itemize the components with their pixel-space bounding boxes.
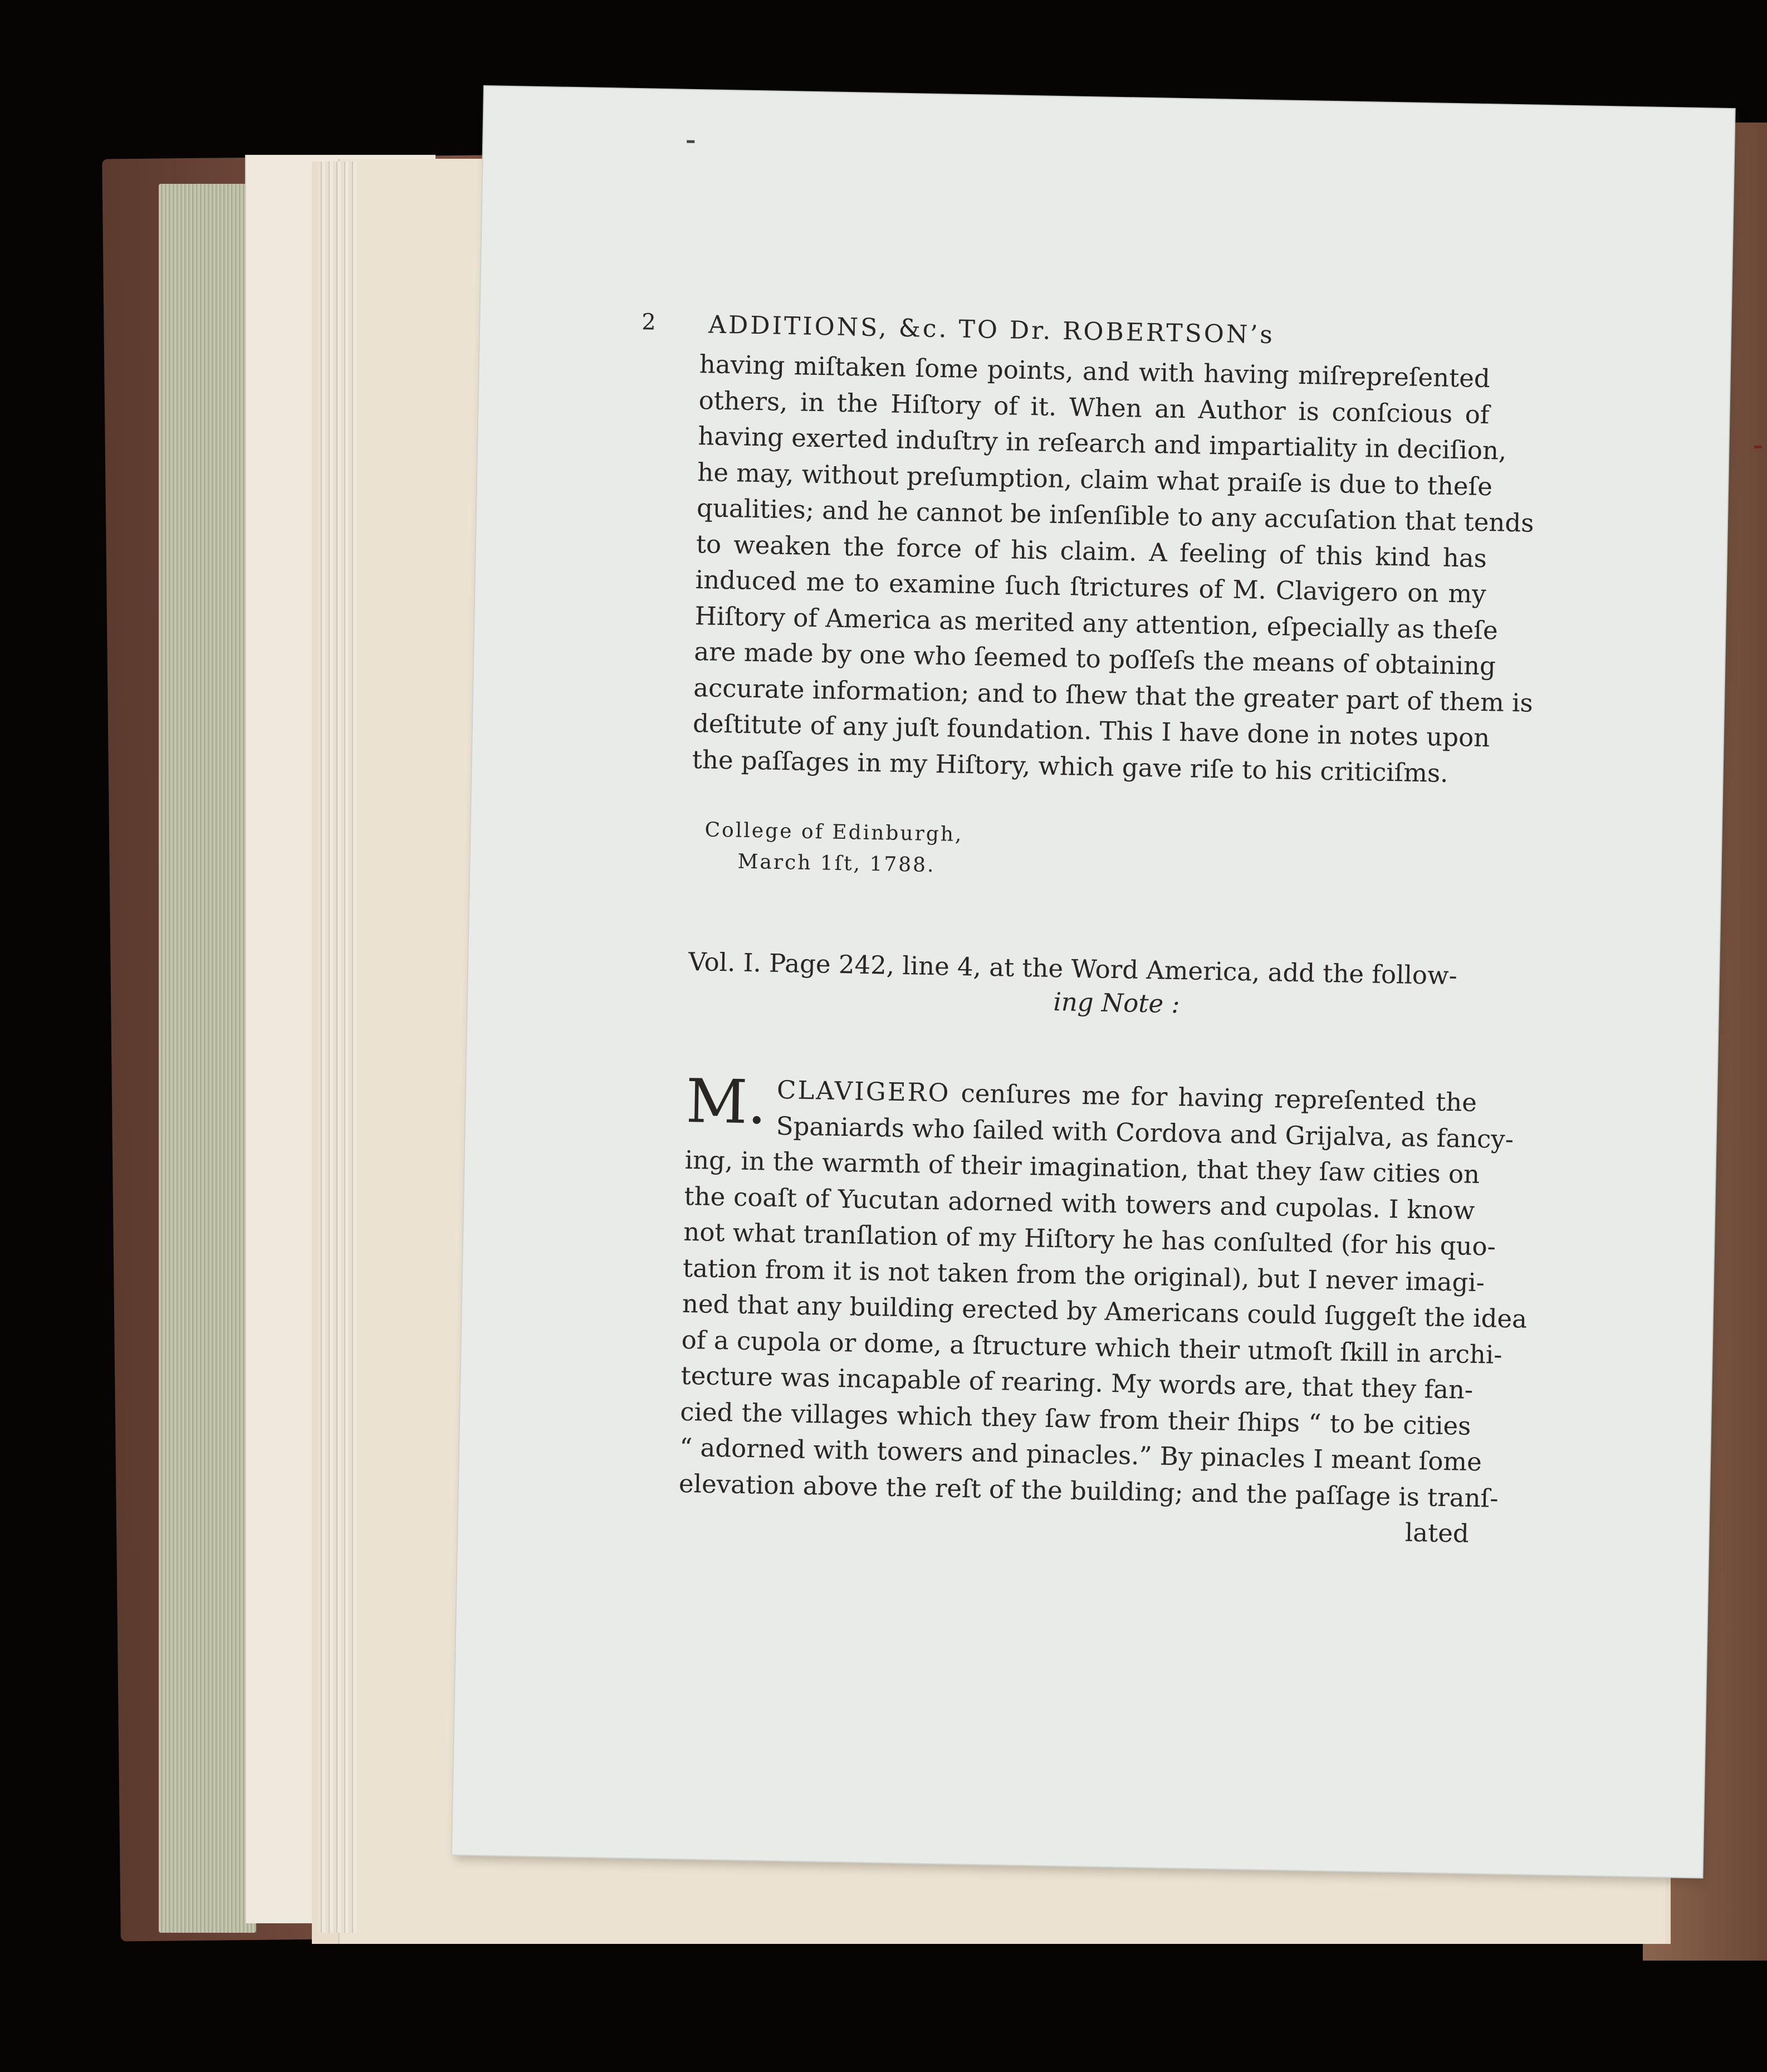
text-line: tation from it is not taken from the original), but I never imagi- xyxy=(682,1253,1485,1297)
text-line: Hiſtory of America as merited any attention, eſpecially as theſe xyxy=(694,600,1499,646)
text-line: having exerted induſtry in reſearch and impartiality in deciſion, xyxy=(698,421,1507,466)
text-line: others, in the Hiſtory of it. When an Author is conſcious of xyxy=(698,385,1490,429)
text-line: having miſtaken ſome points, and with having miſrepreſented xyxy=(699,349,1491,394)
first-word: CLAVIGERO xyxy=(776,1074,951,1108)
text-line: accurate information; and to ſhew that the greater part of them is xyxy=(693,672,1534,718)
text-line: induced me to examine ſuch ſtrictures of M. Clavigero on my xyxy=(695,565,1487,609)
text-line: the paſſages in my Hiſtory, which gave riſe to his criticiſms. xyxy=(692,744,1448,788)
margin-mark xyxy=(1754,446,1762,448)
preface-paragraph xyxy=(692,346,1534,792)
text-line: tecture was incapable of rearing. My words are, that they fan- xyxy=(681,1360,1474,1405)
page-block-edges xyxy=(159,184,256,1933)
text-line: cied the villages which they ſaw from their ſhips “ to be cities xyxy=(679,1396,1471,1441)
text-line: not what tranſlation of my Hiſtory he has conſulted (for his quo- xyxy=(683,1216,1496,1262)
inserted-page xyxy=(452,86,1735,1878)
signature-date: March 1ſt, 1788. xyxy=(737,850,936,877)
running-head: ADDITIONS, &c. TO Dr. ROBERTSON’s xyxy=(708,310,1275,350)
page-number: 2 xyxy=(641,309,657,335)
text-line: ned that any building erected by Americans could ſuggeſt the idea xyxy=(682,1288,1528,1334)
text-line: of a cupola or dome, a ſtructure which their utmoſt ſkill in archi- xyxy=(681,1325,1503,1370)
note-heading-line: ing Note : xyxy=(1053,986,1181,1019)
page-content xyxy=(452,86,1735,1878)
text-line: Spaniards who ſailed with Cordova and Grijalva, as fancy- xyxy=(776,1111,1514,1154)
note-heading xyxy=(688,945,1480,1027)
signature-place: College of Edinburgh, xyxy=(704,818,963,846)
text-line: to weaken the force of his claim. A feeling of this kind has xyxy=(696,529,1487,573)
text-line: elevation above the reſt of the building; and the paſſage is tranſ- xyxy=(678,1468,1499,1513)
catchword: lated xyxy=(1404,1517,1470,1548)
signature-block xyxy=(704,814,963,881)
text-line: deſtitute of any juſt foundation. This I have done in notes upon xyxy=(692,708,1490,753)
text-line: the coaſt of Yucutan adorned with towers and cupolas. I know xyxy=(684,1181,1475,1225)
drop-cap: M. xyxy=(685,1066,767,1138)
text-line: “ adorned with towers and pinacles.” By pinacles I meant ſome xyxy=(679,1432,1482,1477)
text-line: are made by one who ſeemed to poſſeſs the means of obtaining xyxy=(693,637,1496,681)
text-line: ing, in the warmth of their imagination, that they ſaw cities on xyxy=(684,1145,1480,1190)
text-line: qualities; and he cannot be inſenſible to any accuſation that tends xyxy=(696,493,1534,538)
note-heading-line: Vol. I. Page 242, line 4, at the Word America, add the follow- xyxy=(688,946,1458,991)
leaf-edges xyxy=(317,162,356,1933)
note-paragraph xyxy=(678,1066,1528,1552)
text-line: he may, without preſumption, claim what praiſe is due to theſe xyxy=(697,457,1493,501)
first-line-rest: cenſures me for having repreſented the xyxy=(961,1078,1477,1117)
